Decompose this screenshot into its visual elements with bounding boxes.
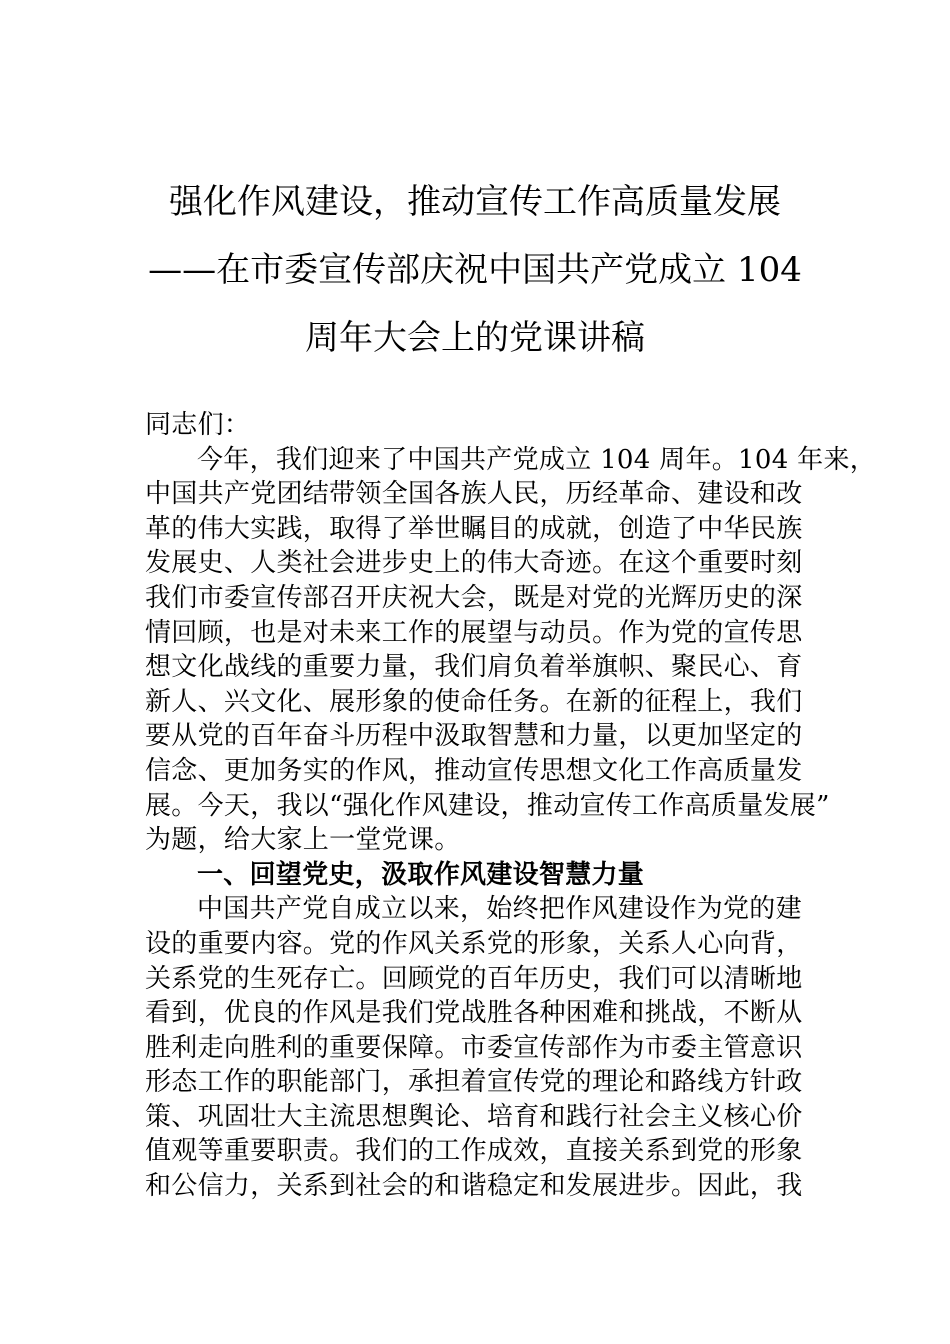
paragraph-line: 情回顾，也是对未来工作的展望与动员。作为党的宣传思 — [145, 617, 803, 648]
paragraph-line: 想文化战线的重要力量，我们肩负着举旗帜、聚民心、育 — [145, 652, 803, 683]
paragraph-line: 策、巩固壮大主流思想舆论、培育和践行社会主义核心价 — [145, 1101, 803, 1132]
paragraph-line: 革的伟大实践，取得了举世瞩目的成就，创造了中华民族 — [145, 513, 803, 544]
paragraph-line: 新人、兴文化、展形象的使命任务。在新的征程上，我们 — [145, 686, 803, 717]
paragraph-line: 为题，给大家上一堂党课。 — [145, 825, 461, 856]
subtitle-line: ——在市委宣传部庆祝中国共产党成立 104 — [148, 250, 802, 290]
section-heading: 一、回望党史，汲取作风建设智慧力量 — [197, 859, 645, 890]
document-title — [140, 168, 810, 372]
paragraph-line: 看到，优良的作风是我们党战胜各种困难和挑战，不断从 — [145, 998, 803, 1029]
subtitle-line: 周年大会上的党课讲稿 — [305, 318, 645, 358]
paragraph-line: 值观等重要职责。我们的工作成效，直接关系到党的形象 — [145, 1136, 803, 1167]
paragraph-line: 形态工作的职能部门，承担着宣传党的理论和路线方针政 — [145, 1067, 803, 1098]
paragraph-line: 发展史、人类社会进步史上的伟大奇迹。在这个重要时刻 — [145, 548, 803, 579]
title-line: 强化作风建设，推动宣传工作高质量发展 — [169, 182, 781, 222]
paragraph-line: 要从党的百年奋斗历程中汲取智慧和力量，以更加坚定的 — [145, 721, 803, 752]
paragraph-line: 胜利走向胜利的重要保障。市委宣传部作为市委主管意识 — [145, 1032, 803, 1063]
paragraph-line: 我们市委宣传部召开庆祝大会，既是对党的光辉历史的深 — [145, 582, 803, 613]
document-body — [145, 408, 877, 1204]
paragraph-line: 今年，我们迎来了中国共产党成立 104 周年。104 年来， — [197, 444, 877, 475]
paragraph-line: 设的重要内容。党的作风关系党的形象，关系人心向背， — [145, 928, 803, 959]
paragraph-line: 展。今天，我以“强化作风建设，推动宣传工作高质量发展” — [145, 790, 830, 821]
paragraph-line: 中国共产党自成立以来，始终把作风建设作为党的建 — [197, 894, 802, 925]
paragraph-line: 关系党的生死存亡。回顾党的百年历史，我们可以清晰地 — [145, 963, 803, 994]
paragraph-line: 信念、更加务实的作风，推动宣传思想文化工作高质量发 — [145, 755, 803, 786]
paragraph-line: 和公信力，关系到社会的和谐稳定和发展进步。因此，我 — [145, 1171, 803, 1202]
paragraph-line: 中国共产党团结带领全国各族人民，历经革命、建设和改 — [145, 479, 803, 510]
salutation: 同志们： — [145, 410, 251, 440]
